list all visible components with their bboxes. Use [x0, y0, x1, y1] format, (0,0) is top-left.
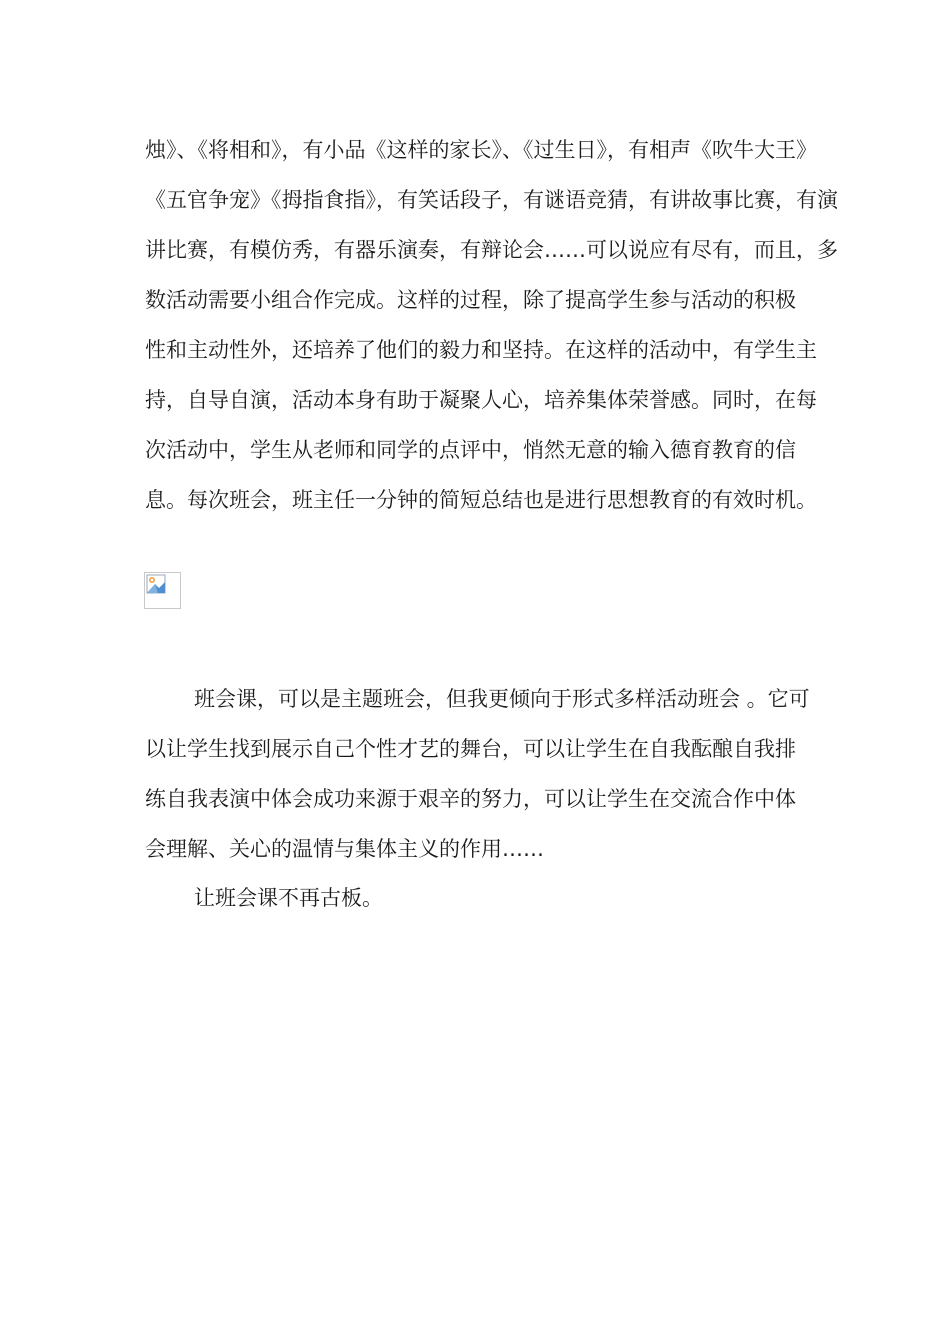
paragraph-line: 息。每次班会，班主任一分钟的简短总结也是进行思想教育的有效时机。 — [145, 488, 817, 512]
paragraph-line: 班会课，可以是主题班会，但我更倾向于形式多样活动班会 。它可 — [194, 687, 810, 711]
broken-image-icon — [144, 572, 181, 609]
paragraph-line: 会理解、关心的温情与集体主义的作用…… — [145, 837, 544, 861]
paragraph-line: 性和主动性外，还培养了他们的毅力和坚持。在这样的活动中，有学生主 — [145, 338, 817, 362]
paragraph-line: 持，自导自演，活动本身有助于凝聚人心，培养集体荣誉感。同时，在每 — [145, 388, 817, 412]
paragraph-line: 《五官争宠》《拇指食指》，有笑话段子，有谜语竞猜，有讲故事比赛，有演 — [145, 188, 838, 212]
paragraph-line: 烛》、《将相和》，有小品《这样的家长》、《过生日》，有相声《吹牛大王》 — [145, 138, 817, 162]
paragraph-line: 数活动需要小组合作完成。这样的过程，除了提高学生参与活动的积极 — [145, 288, 796, 312]
paragraph-line: 讲比赛，有模仿秀，有器乐演奏，有辩论会……可以说应有尽有，而且，多 — [145, 238, 838, 262]
closing-line: 让班会课不再古板。 — [194, 886, 383, 910]
paragraph-line: 次活动中，学生从老师和同学的点评中，悄然无意的输入德育教育的信 — [145, 438, 796, 462]
paragraph-line: 以让学生找到展示自己个性才艺的舞台，可以让学生在自我酝酿自我排 — [145, 737, 796, 761]
paragraph-line: 练自我表演中体会成功来源于艰辛的努力，可以让学生在交流合作中体 — [145, 787, 796, 811]
